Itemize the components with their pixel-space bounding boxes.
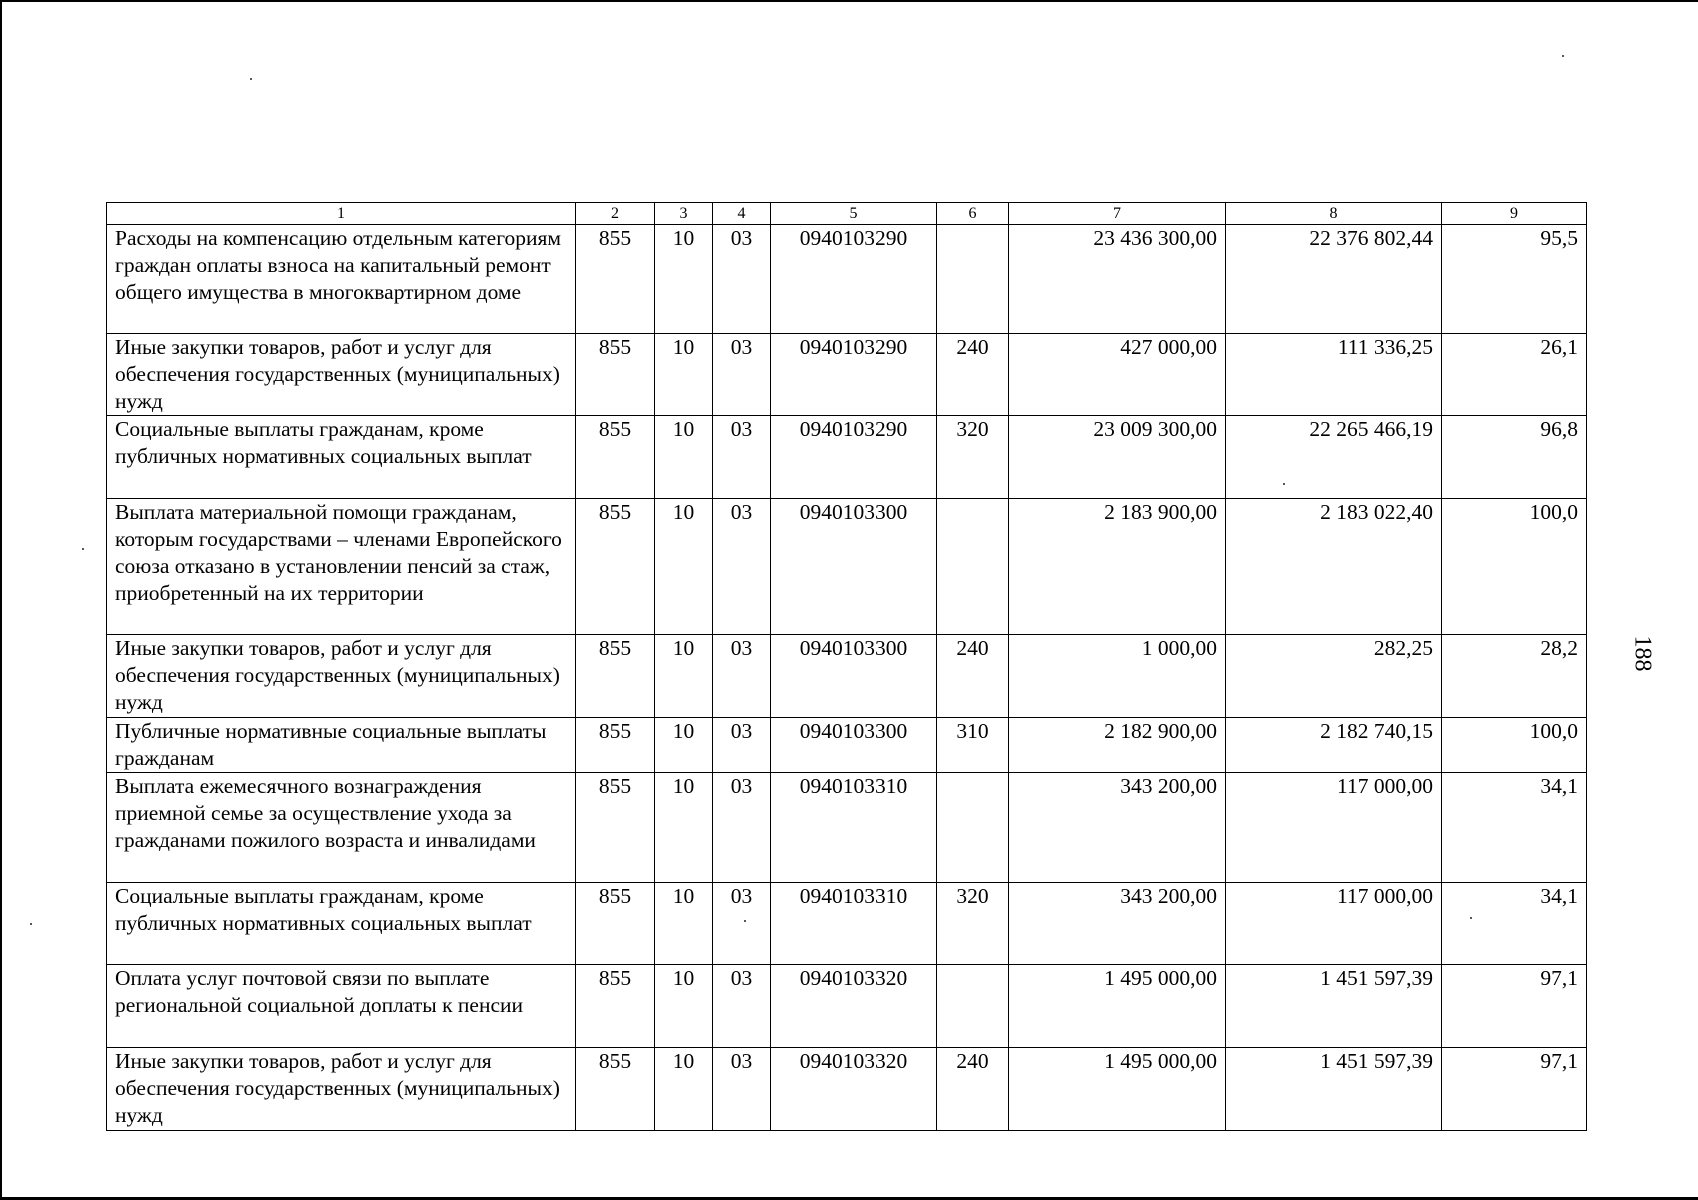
target-article-code: 0940103300 bbox=[771, 499, 937, 635]
table-row bbox=[107, 883, 1587, 965]
execution-percent: 100,0 bbox=[1442, 718, 1587, 773]
expense-type-code: 240 bbox=[937, 1048, 1009, 1131]
expense-type-code: 320 bbox=[937, 416, 1009, 499]
execution-percent: 34,1 bbox=[1442, 773, 1587, 883]
planned-amount: 343 200,00 bbox=[1009, 883, 1226, 965]
column-number: 3 bbox=[655, 203, 713, 225]
section-code: 10 bbox=[655, 416, 713, 499]
target-article-code: 0940103290 bbox=[771, 416, 937, 499]
expense-type-code bbox=[937, 965, 1009, 1048]
execution-percent: 100,0 bbox=[1442, 499, 1587, 635]
expense-type-code bbox=[937, 225, 1009, 334]
table-row bbox=[107, 499, 1587, 635]
column-number: 5 bbox=[771, 203, 937, 225]
subsection-code: 03 bbox=[713, 1048, 771, 1131]
expense-name: Выплата материальной помощи гражданам, которым государствами – членами Европейского союза отказано в установлении пенсий за стаж, приобретенный на их территории bbox=[107, 499, 576, 635]
scan-speck bbox=[82, 548, 84, 550]
expense-type-code bbox=[937, 499, 1009, 635]
section-code: 10 bbox=[655, 1048, 713, 1131]
table-row bbox=[107, 965, 1587, 1048]
ministry-code: 855 bbox=[576, 225, 655, 334]
expense-type-code: 320 bbox=[937, 883, 1009, 965]
executed-amount: 117 000,00 bbox=[1226, 883, 1442, 965]
planned-amount: 1 495 000,00 bbox=[1009, 1048, 1226, 1131]
ministry-code: 855 bbox=[576, 334, 655, 416]
subsection-code: 03 bbox=[713, 225, 771, 334]
table-row bbox=[107, 334, 1587, 416]
planned-amount: 427 000,00 bbox=[1009, 334, 1226, 416]
expense-type-code: 240 bbox=[937, 635, 1009, 718]
execution-percent: 95,5 bbox=[1442, 225, 1587, 334]
expense-name: Публичные нормативные социальные выплаты гражданам bbox=[107, 718, 576, 773]
table-row bbox=[107, 416, 1587, 499]
executed-amount: 22 265 466,19 bbox=[1226, 416, 1442, 499]
section-code: 10 bbox=[655, 965, 713, 1048]
expense-name: Социальные выплаты гражданам, кроме публичных нормативных социальных выплат bbox=[107, 416, 576, 499]
column-number-row bbox=[107, 203, 1587, 225]
section-code: 10 bbox=[655, 718, 713, 773]
section-code: 10 bbox=[655, 334, 713, 416]
target-article-code: 0940103310 bbox=[771, 773, 937, 883]
planned-amount: 2 183 900,00 bbox=[1009, 499, 1226, 635]
expense-name: Иные закупки товаров, работ и услуг для обеспечения государственных (муниципальных) нужд bbox=[107, 1048, 576, 1131]
execution-percent: 26,1 bbox=[1442, 334, 1587, 416]
executed-amount: 117 000,00 bbox=[1226, 773, 1442, 883]
target-article-code: 0940103300 bbox=[771, 635, 937, 718]
column-number: 2 bbox=[576, 203, 655, 225]
ministry-code: 855 bbox=[576, 965, 655, 1048]
ministry-code: 855 bbox=[576, 416, 655, 499]
ministry-code: 855 bbox=[576, 499, 655, 635]
ministry-code: 855 bbox=[576, 1048, 655, 1131]
target-article-code: 0940103290 bbox=[771, 225, 937, 334]
table-row bbox=[107, 635, 1587, 718]
subsection-code: 03 bbox=[713, 499, 771, 635]
page-number: 188 bbox=[1629, 635, 1656, 672]
target-article-code: 0940103290 bbox=[771, 334, 937, 416]
planned-amount: 1 000,00 bbox=[1009, 635, 1226, 718]
executed-amount: 2 182 740,15 bbox=[1226, 718, 1442, 773]
expense-type-code: 310 bbox=[937, 718, 1009, 773]
planned-amount: 23 436 300,00 bbox=[1009, 225, 1226, 334]
executed-amount: 22 376 802,44 bbox=[1226, 225, 1442, 334]
section-code: 10 bbox=[655, 773, 713, 883]
planned-amount: 23 009 300,00 bbox=[1009, 416, 1226, 499]
subsection-code: 03 bbox=[713, 635, 771, 718]
scan-speck bbox=[250, 78, 252, 80]
table-row bbox=[107, 225, 1587, 334]
section-code: 10 bbox=[655, 499, 713, 635]
executed-amount: 282,25 bbox=[1226, 635, 1442, 718]
column-number: 7 bbox=[1009, 203, 1226, 225]
column-number: 1 bbox=[107, 203, 576, 225]
subsection-code: 03 bbox=[713, 773, 771, 883]
table-row bbox=[107, 718, 1587, 773]
execution-percent: 97,1 bbox=[1442, 965, 1587, 1048]
table-row bbox=[107, 1048, 1587, 1131]
subsection-code: 03 bbox=[713, 334, 771, 416]
ministry-code: 855 bbox=[576, 635, 655, 718]
expense-name: Выплата ежемесячного вознаграждения приемной семье за осуществление ухода за гражданами пожилого возраста и инвалидами bbox=[107, 773, 576, 883]
scan-speck bbox=[30, 923, 32, 925]
planned-amount: 1 495 000,00 bbox=[1009, 965, 1226, 1048]
table-row bbox=[107, 773, 1587, 883]
column-number: 4 bbox=[713, 203, 771, 225]
expense-name: Иные закупки товаров, работ и услуг для обеспечения государственных (муниципальных) нужд bbox=[107, 635, 576, 718]
target-article-code: 0940103320 bbox=[771, 965, 937, 1048]
expense-type-code: 240 bbox=[937, 334, 1009, 416]
target-article-code: 0940103320 bbox=[771, 1048, 937, 1131]
executed-amount: 111 336,25 bbox=[1226, 334, 1442, 416]
execution-percent: 96,8 bbox=[1442, 416, 1587, 499]
execution-percent: 97,1 bbox=[1442, 1048, 1587, 1131]
target-article-code: 0940103310 bbox=[771, 883, 937, 965]
execution-percent: 28,2 bbox=[1442, 635, 1587, 718]
column-number: 8 bbox=[1226, 203, 1442, 225]
ministry-code: 855 bbox=[576, 883, 655, 965]
expense-name: Социальные выплаты гражданам, кроме публичных нормативных социальных выплат bbox=[107, 883, 576, 965]
target-article-code: 0940103300 bbox=[771, 718, 937, 773]
subsection-code: 03 bbox=[713, 965, 771, 1048]
subsection-code: 03 bbox=[713, 883, 771, 965]
executed-amount: 2 183 022,40 bbox=[1226, 499, 1442, 635]
planned-amount: 2 182 900,00 bbox=[1009, 718, 1226, 773]
column-number: 6 bbox=[937, 203, 1009, 225]
column-number: 9 bbox=[1442, 203, 1587, 225]
budget-table bbox=[106, 202, 1587, 1131]
executed-amount: 1 451 597,39 bbox=[1226, 965, 1442, 1048]
execution-percent: 34,1 bbox=[1442, 883, 1587, 965]
planned-amount: 343 200,00 bbox=[1009, 773, 1226, 883]
section-code: 10 bbox=[655, 635, 713, 718]
expense-name: Иные закупки товаров, работ и услуг для обеспечения государственных (муниципальных) нужд bbox=[107, 334, 576, 416]
subsection-code: 03 bbox=[713, 416, 771, 499]
executed-amount: 1 451 597,39 bbox=[1226, 1048, 1442, 1131]
section-code: 10 bbox=[655, 225, 713, 334]
scan-speck bbox=[1562, 55, 1564, 57]
expense-type-code bbox=[937, 773, 1009, 883]
expense-name: Расходы на компенсацию отдельным категориям граждан оплаты взноса на капитальный ремонт общего имущества в многоквартирном доме bbox=[107, 225, 576, 334]
section-code: 10 bbox=[655, 883, 713, 965]
ministry-code: 855 bbox=[576, 773, 655, 883]
ministry-code: 855 bbox=[576, 718, 655, 773]
subsection-code: 03 bbox=[713, 718, 771, 773]
expense-name: Оплата услуг почтовой связи по выплате региональной социальной доплаты к пенсии bbox=[107, 965, 576, 1048]
